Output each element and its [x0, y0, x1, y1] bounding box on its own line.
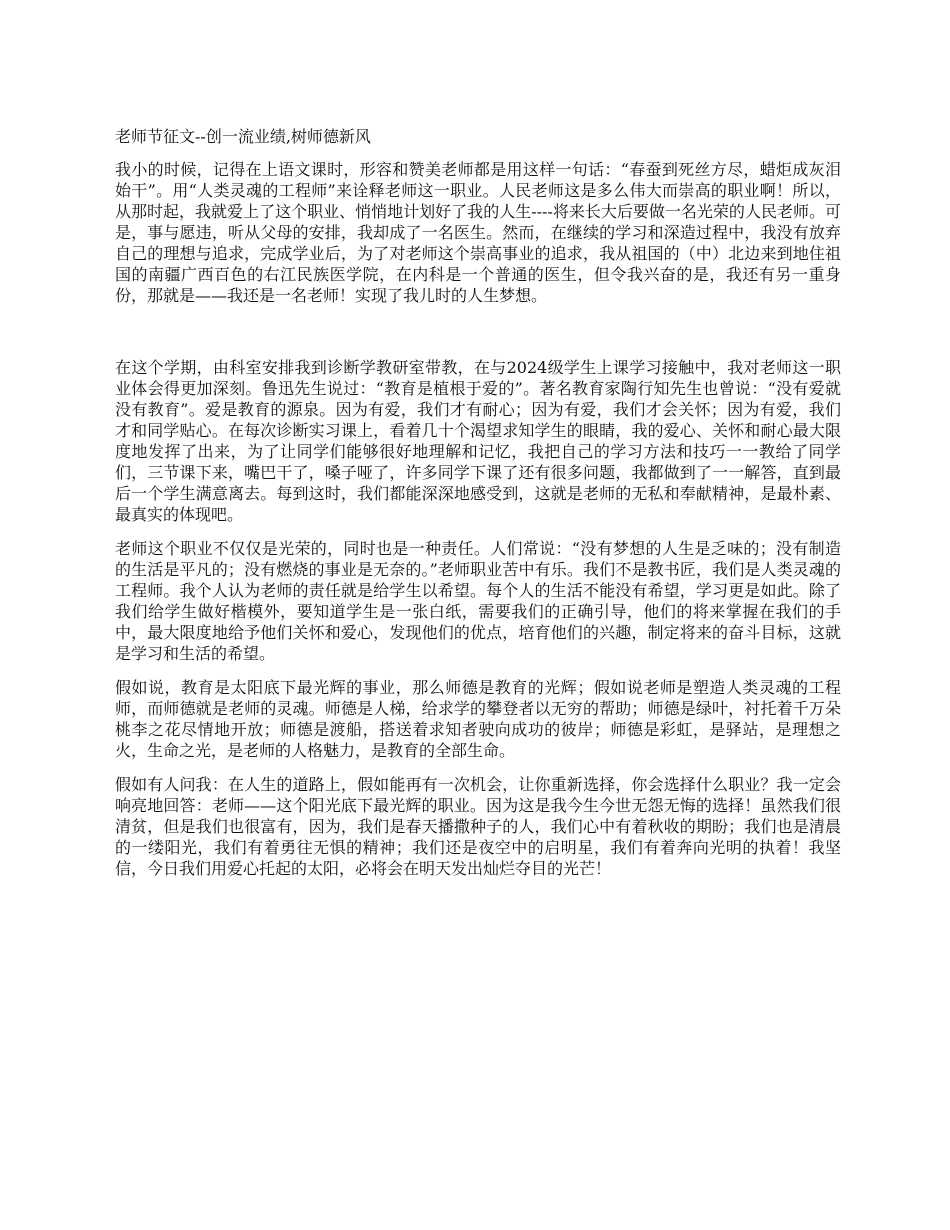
- paragraph-3: 老师这个职业不仅仅是光荣的，同时也是一种责任。人们常说：“没有梦想的人生是乏味的；没有制造的生活是平凡的；没有燃烧的事业是无奈的。”老师职业苦中有乐。我们不是教书匠，我们是人类灵魂的工程师。我个人认为老师的责任就是给学生以希望。每个人的生活不能没有希望，学习更是如此。除了我们给学生做好楷模外，要知道学生是一张白纸，需要我们的正确引导，他们的将来掌握在我们的手中，最大限度地给予他们关怀和爱心，发现他们的优点，培育他们的兴趣，制定将来的奋斗目标，这就是学习和生活的希望。: [115, 539, 841, 663]
- paragraph-2: 在这个学期，由科室安排我到诊断学教研室带教，在与2024级学生上课学习接触中，我对老师这一职业体会得更加深刻。鲁迅先生说过：“教育是植根于爱的”。著名教育家陶行知先生也曾说：“没有爱就没有教育”。爱是教育的源泉。因为有爱，我们才有耐心；因为有爱，我们才会关怀；因为有爱，我们才和同学贴心。在每次诊断实习课上，看着几十个渴望求知学生的眼睛，我的爱心、关怀和耐心最大限度地发挥了出来，为了让同学们能够很好地理解和记忆，我把自己的学习方法和技巧一一教给了同学们，三节课下来，嘴巴干了，嗓子哑了，许多同学下课了还有很多问题，我都做到了一一解答，直到最后一个学生满意离去。每到这时，我们都能深深地感受到，这就是老师的无私和奉献精神，是最朴素、最真实的体现吧。: [115, 358, 841, 524]
- paragraph-4: 假如说，教育是太阳底下最光辉的事业，那么师德是教育的光辉；假如说老师是塑造人类灵魂的工程师，而师德就是老师的灵魂。师德是人梯，给求学的攀登者以无穷的帮助；师德是绿叶，衬托着千万朵桃李之花尽情地开放；师德是渡船，搭送着求知者驶向成功的彼岸；师德是彩虹，是驿站，是理想之火，生命之光，是老师的人格魅力，是教育的全部生命。: [115, 678, 841, 760]
- document-title: 老师节征文--创一流业绩,树师德新风: [115, 127, 371, 146]
- document-page: [115, 126, 841, 892]
- paragraph-1: 我小的时候，记得在上语文课时，形容和赞美老师都是用这样一句话：“春蚕到死丝方尽，蜡炬成灰泪始干”。用“人类灵魂的工程师”来诠释老师这一职业。人民老师这是多么伟大而崇高的职业啊！所以，从那时起，我就爱上了这个职业、悄悄地计划好了我的人生----将来长大后要做一名光荣的人民老师。可是，事与愿违，听从父母的安排，我却成了一名医生。然而，在继续的学习和深造过程中，我没有放弃自己的理想与追求，完成学业后，为了对老师这个崇高事业的追求，我从祖国的（中）北边来到地住祖国的南疆广西百色的右江民族医学院，在内科是一个普通的医生，但令我兴奋的是，我还有另一重身份，那就是——我还是一名老师！实现了我儿时的人生梦想。: [115, 160, 841, 305]
- paragraph-5: 假如有人问我：在人生的道路上，假如能再有一次机会，让你重新选择，你会选择什么职业？我一定会响亮地回答：老师——这个阳光底下最光辉的职业。因为这是我今生今世无怨无悔的选择！虽然我们很清贫，但是我们也很富有，因为，我们是春天播撒种子的人，我们心中有着秋收的期盼；我们也是清晨的一缕阳光，我们有着勇往无惧的精神；我们还是夜空中的启明星，我们有着奔向光明的执着！我坚信，今日我们用爱心托起的太阳，必将会在明天发出灿烂夺目的光芒！: [115, 775, 841, 878]
